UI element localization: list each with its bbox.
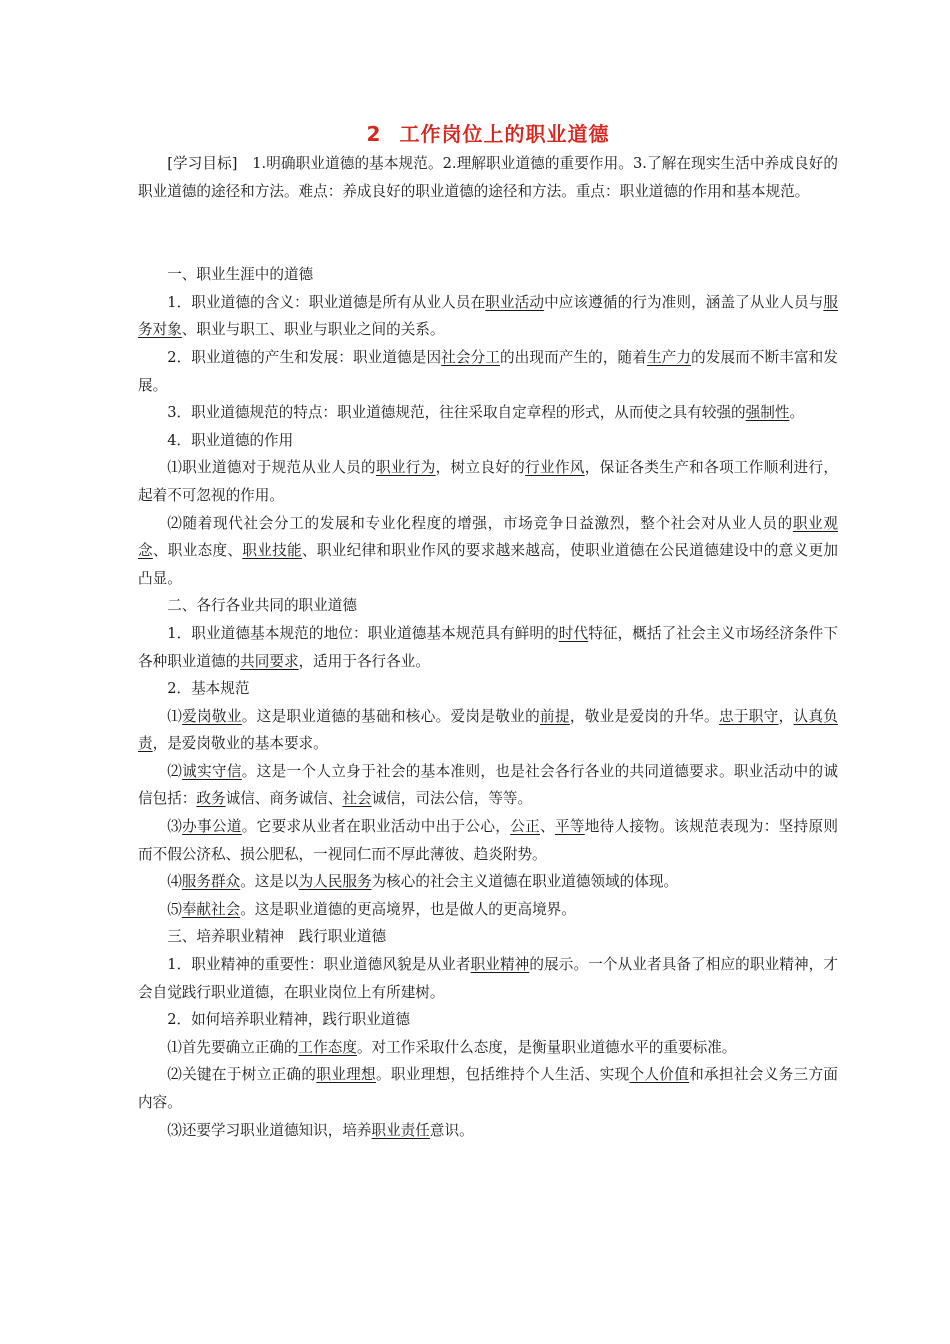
underlined-term: 行业作风 <box>525 459 585 477</box>
paragraph <box>138 620 838 675</box>
underlined-term: 职业行为 <box>375 459 436 477</box>
paragraph <box>138 592 838 620</box>
text-run: 。它要求从业者在职业活动中出于公心， <box>241 818 511 836</box>
paragraph <box>138 1006 838 1034</box>
paragraph <box>138 868 838 896</box>
text-run: 。职业理想，包括维持个人生活、实现 <box>375 1066 630 1084</box>
learning-objectives: [学习目标] 1.明确职业道德的基本规范。2.理解职业道德的重要作用。3.了解在现实生活中养成良好的职业道德的途径和方法。难点：养成良好的职业道德的途径和方法。重点：职业道德的作用和基本规范。 <box>138 155 838 200</box>
underlined-term: 职业理想 <box>316 1066 376 1084</box>
underlined-term: 强制性 <box>745 404 790 422</box>
text-run: 。这是以 <box>240 873 299 891</box>
text-run: ⑵随着现代社会分工的发展和专业化程度的增强，市场竞争日益激烈，整个社会对从业人员的 <box>167 514 793 532</box>
underlined-term: 办事公道 <box>182 818 242 836</box>
underlined-term: 生产力 <box>646 348 692 366</box>
underlined-term: 职业活动 <box>485 293 545 311</box>
underlined-term: 诚实守信 <box>182 762 242 780</box>
paragraph <box>138 923 838 951</box>
underlined-term: 职业责任 <box>371 1121 430 1139</box>
underlined-term: 个人价值 <box>629 1066 690 1084</box>
underlined-term: 爱岗敬业 <box>182 707 242 725</box>
text-run: 1．职业道德基本规范的地位：职业道德基本规范具有鲜明的 <box>167 624 559 642</box>
paragraph <box>138 675 838 703</box>
paragraph <box>138 454 838 509</box>
text-run: ，是爱岗敬业的基本要求。 <box>152 735 328 753</box>
text-run: ，适用于各行各业。 <box>298 652 430 670</box>
text-run: 的出现而产生的，随着 <box>499 348 647 366</box>
text-run: 诚信，司法公信，等等。 <box>371 790 533 808</box>
text-run: 2．如何培养职业精神，践行职业道德 <box>167 1011 410 1029</box>
text-run: 一、职业生涯中的道德 <box>167 266 314 284</box>
text-run: ， <box>778 707 794 725</box>
paragraph <box>138 1117 838 1145</box>
paragraph <box>138 344 838 399</box>
text-run: 、职业与职工、职业与职业之间的关系。 <box>181 321 445 339</box>
paragraph <box>138 261 838 289</box>
paragraph <box>138 813 838 868</box>
paragraph <box>138 1034 838 1062</box>
text-run: ⑷ <box>167 873 182 891</box>
text-run: 和承担社会义务三方面内容。 <box>138 1066 838 1111</box>
underlined-term: 工作态度 <box>298 1038 357 1056</box>
paragraph <box>138 427 838 455</box>
text-run: ⑵ <box>167 762 183 780</box>
paragraph <box>138 951 838 1006</box>
paragraph <box>138 289 838 344</box>
text-run: ，树立良好的 <box>435 459 526 477</box>
text-run: ⑶ <box>167 818 183 836</box>
text-run: 。这是职业道德的基础和核心。爱岗是敬业的 <box>241 707 540 725</box>
underlined-term: 服务群众 <box>181 873 241 891</box>
body-text <box>138 261 838 1144</box>
title-number: 2 <box>366 122 382 146</box>
underlined-term: 为人民服务 <box>298 873 372 891</box>
underlined-term: 忠于职守 <box>718 707 779 725</box>
text-run: 为核心的社会主义道德在职业道德领域的体现。 <box>371 873 679 891</box>
underlined-term: 职业观念 <box>138 514 838 560</box>
page-title <box>138 118 838 150</box>
text-run: ⑸ <box>167 900 182 918</box>
section-gap <box>138 205 838 261</box>
underlined-term: 共同要求 <box>240 652 299 670</box>
text-run: ⑵关键在于树立正确的 <box>167 1066 317 1084</box>
text-run: 的展示。一个从业者具备了相应的职业精神，才会自觉践行职业道德，在职业岗位上有所建树。 <box>138 956 838 1001</box>
title-text: 工作岗位上的职业道德 <box>399 122 610 146</box>
text-run: 1．职业道德的含义：职业道德是所有从业人员在 <box>167 293 486 311</box>
paragraph <box>138 510 838 593</box>
text-run: 特征，概括了社会主义市场经济条件下各种职业道德的 <box>138 624 838 670</box>
text-run: ，保证各类生产和各项工作顺利进行，起着不可忽视的作用。 <box>138 459 838 504</box>
underlined-term: 职业技能 <box>242 542 302 560</box>
text-run: ⑴ <box>167 707 183 725</box>
underlined-term: 时代 <box>558 624 589 642</box>
text-run: 地待人接物。该规范表现为：坚持原则而不假公济私、损公肥私，一视同仁而不厚此薄彼、趋炎附势。 <box>138 818 838 863</box>
text-run: 三、培养职业精神 践行职业道德 <box>167 928 387 946</box>
underlined-term: 前提 <box>540 707 570 725</box>
text-run: 、职业态度、 <box>152 542 243 560</box>
text-run: 、 <box>540 818 555 836</box>
underlined-term: 认真负责 <box>138 707 838 753</box>
underlined-term: 奉献社会 <box>181 900 241 918</box>
document-page <box>138 118 838 1144</box>
text-run: ，敬业是爱岗的升华。 <box>569 707 719 725</box>
text-run: 。 <box>789 404 805 422</box>
paragraph <box>138 758 838 813</box>
underlined-term: 职业精神 <box>470 956 530 974</box>
text-run: 。这是一个人立身于社会的基本准则，也是社会各行各业的共同道德要求。职业活动中的诚信包括： <box>138 762 838 808</box>
text-run: 4．职业道德的作用 <box>167 431 294 449</box>
text-run: 1．职业精神的重要性：职业道德风貌是从业者 <box>167 956 471 974</box>
text-run: 、职业纪律和职业作风的要求越来越高，使职业道德在公民道德建设中的意义更加凸显。 <box>138 542 838 587</box>
underlined-term: 公正 <box>510 818 541 836</box>
text-run: 中应该遵循的行为准则，涵盖了从业人员与 <box>544 293 824 311</box>
text-run: 意识。 <box>429 1121 474 1139</box>
text-run: ⑴首先要确立正确的 <box>167 1038 299 1056</box>
text-run: 的发展而不断丰富和发展。 <box>138 348 838 394</box>
text-run: ⑶还要学习职业道德知识，培养 <box>167 1121 372 1139</box>
underlined-term: 服务对象 <box>138 293 838 339</box>
text-run: 2．职业道德的产生和发展：职业道德是因 <box>167 348 442 366</box>
paragraph <box>138 1061 838 1116</box>
text-run: 诚信、商务诚信、 <box>225 790 343 808</box>
text-run: 2．基本规范 <box>167 680 250 698</box>
text-run: ⑴职业道德对于规范从业人员的 <box>167 459 376 477</box>
underlined-term: 平等 <box>554 818 585 836</box>
underlined-term: 政务 <box>196 790 226 808</box>
text-run: 。对工作采取什么态度，是衡量职业道德水平的重要标准。 <box>356 1038 737 1056</box>
paragraph <box>138 896 838 924</box>
underlined-term: 社会 <box>342 790 372 808</box>
paragraph <box>138 399 838 427</box>
text-run: 。这是职业道德的更高境界，也是做人的更高境界。 <box>240 900 576 918</box>
paragraph <box>138 703 838 758</box>
text-run: 3．职业道德规范的特点：职业道德规范，往往采取自定章程的形式，从而使之具有较强的 <box>167 404 746 422</box>
underlined-term: 社会分工 <box>441 348 500 366</box>
text-run: 二、各行各业共同的职业道德 <box>167 597 357 615</box>
